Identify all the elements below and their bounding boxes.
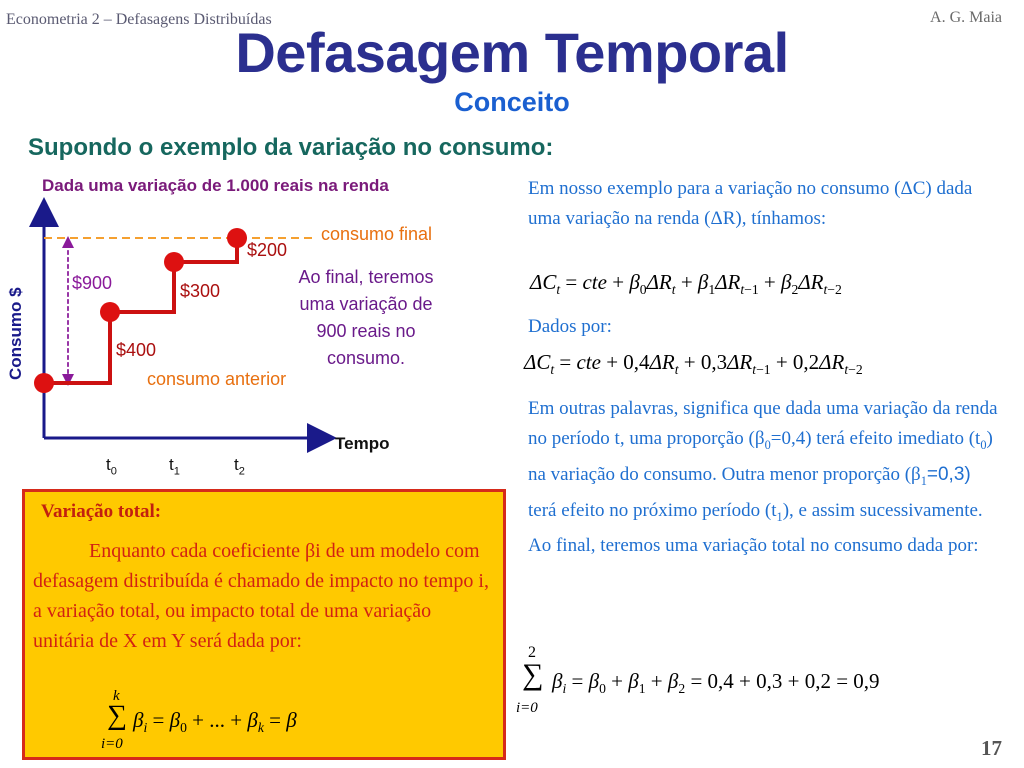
step-label-400: $400 bbox=[116, 340, 157, 360]
final-note bbox=[270, 264, 462, 372]
y-axis-label-wrap bbox=[6, 287, 30, 404]
t-sub: 1 bbox=[776, 509, 783, 524]
total-variation-box bbox=[22, 489, 506, 760]
diagram-caption: Dada uma variação de 1.000 reais na renda bbox=[42, 176, 389, 195]
explanation-text: Ao final, teremos uma variação total no consumo dada por: bbox=[528, 535, 979, 557]
slide-title: Defasagem Temporal bbox=[235, 21, 789, 84]
explanation-text: =0,3) bbox=[926, 463, 971, 485]
box-title: Variação total: bbox=[41, 501, 162, 522]
step-label-300: $300 bbox=[180, 281, 221, 301]
point-final bbox=[227, 228, 247, 248]
course-header: Econometria 2 – Defasagens Distribuídas bbox=[6, 11, 272, 28]
slide-subtitle: Conceito bbox=[454, 87, 570, 117]
page-number: 17 bbox=[981, 736, 1002, 760]
sum-upper: k bbox=[113, 688, 120, 704]
explanation-text: =0,4) terá efeito imediato (t bbox=[770, 428, 981, 449]
y-axis-label: Consumo $ bbox=[6, 287, 25, 380]
box-equation bbox=[103, 688, 463, 754]
beta-symbol: β bbox=[911, 463, 921, 485]
equation-general: $\Delta C_t$ = cte + $\beta_0\Delta R_t + \beta_1\Delta R_{t-1} + \beta_2\Delta R_{t-2}$ bbox=[530, 270, 842, 298]
box-body bbox=[33, 536, 489, 656]
x-axis-label: Tempo bbox=[335, 434, 390, 453]
point-t0 bbox=[34, 373, 54, 393]
point-step-2 bbox=[164, 252, 184, 272]
tick-t1: $t_1$ bbox=[169, 455, 180, 478]
explanation-text: ), e assim sucessivamente. bbox=[782, 499, 983, 521]
sigma-icon: ∑ bbox=[522, 658, 544, 691]
equation-sum bbox=[516, 644, 996, 724]
beta-symbol: β bbox=[754, 428, 765, 449]
sum-lower: i=0 bbox=[516, 700, 538, 716]
final-note-line: consumo. bbox=[326, 348, 406, 368]
tick-t2: $t_2$ bbox=[234, 455, 245, 478]
box-body-text: Enquanto cada coeficiente βi de um modelo com defasagem distribuída é chamado de impacto no tempo i, a variação total, ou impacto total de uma variação unitária de X em Y será dada por: bbox=[33, 540, 489, 652]
final-consumption-label: consumo final bbox=[321, 224, 433, 244]
step-label-200: $200 bbox=[247, 240, 288, 260]
box-equation-body: $\beta_i = \beta_0$ + ... + $\beta_k = \beta$ bbox=[133, 708, 297, 736]
final-note-line: uma variação de bbox=[299, 294, 433, 314]
total-label-900: $900 bbox=[72, 273, 113, 293]
author-header: A. G. Maia bbox=[930, 9, 1002, 26]
initial-consumption-label: consumo anterior bbox=[147, 369, 287, 389]
intro-text: Em nosso exemplo para a variação no consumo (ΔC) dada uma variação na renda (ΔR), tínhamos: bbox=[528, 178, 973, 229]
sum-upper: 2 bbox=[528, 644, 536, 661]
dados-label: Dados por: bbox=[528, 316, 612, 337]
point-step-1 bbox=[100, 302, 120, 322]
final-note-line: 900 reais no bbox=[316, 321, 416, 341]
beta-sub: 0 bbox=[764, 437, 771, 452]
explanation-text: ) na variação do consumo. Outra menor proporção ( bbox=[528, 428, 993, 485]
beta-sub: 1 bbox=[920, 473, 927, 488]
tick-t0: $t_0$ bbox=[106, 455, 117, 478]
final-note-line: Ao final, teremos bbox=[298, 267, 434, 287]
sum-lower: i=0 bbox=[101, 736, 123, 752]
section-heading: Supondo o exemplo da variação no consumo: bbox=[28, 134, 554, 161]
explanation-text: Em outras palavras, significa que dada uma variação da renda no período t, uma proporção ( bbox=[528, 398, 998, 449]
consumption-step-line bbox=[44, 238, 237, 383]
explanation-paragraph bbox=[528, 394, 998, 561]
sum-body: $\beta_i = \beta_0 + \beta_1 + \beta_2 = 0,4 + 0,3 + 0,2 = 0,9$ bbox=[552, 669, 880, 697]
equation-data: $\Delta C_t$ = cte + $0,4\Delta R_t + 0,3\Delta R_{t-1} + 0,2\Delta R_{t-2}$ bbox=[524, 350, 863, 378]
sigma-icon: ∑ bbox=[107, 700, 127, 731]
t-sub: 0 bbox=[980, 437, 987, 452]
explanation-text: terá efeito no próximo período (t bbox=[528, 499, 777, 521]
